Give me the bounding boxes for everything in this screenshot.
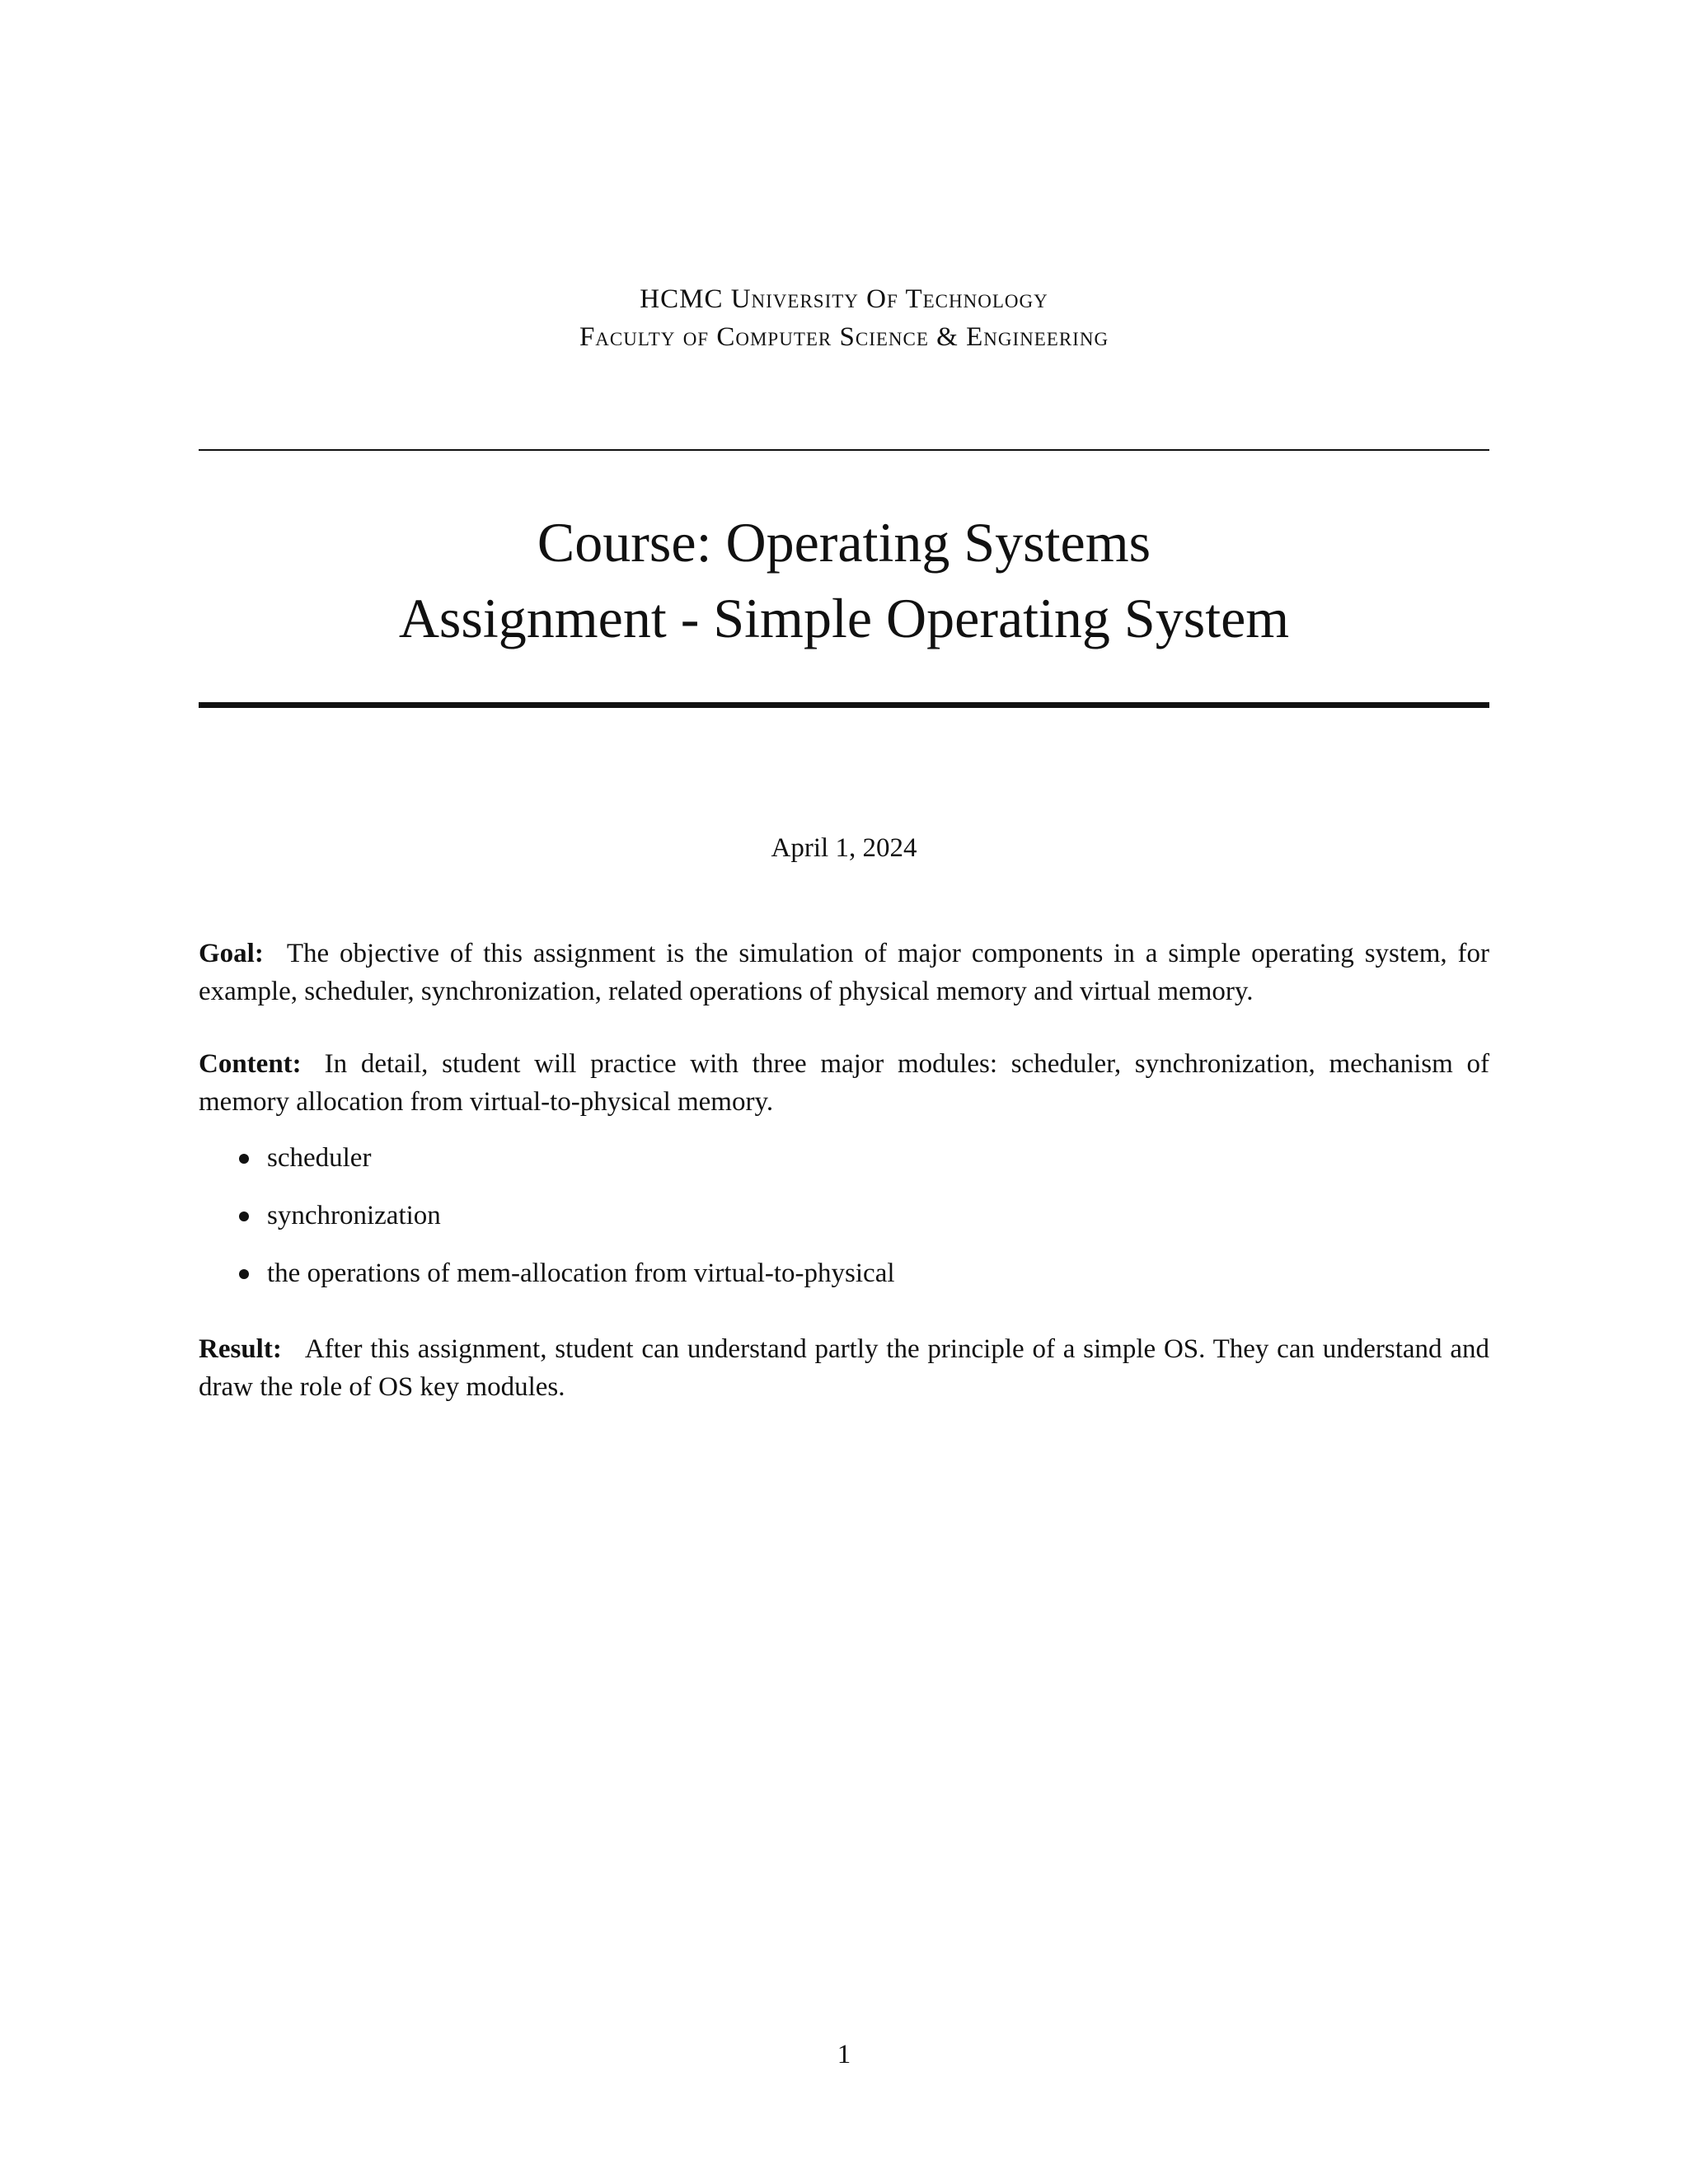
content-label: Content:: [199, 1049, 302, 1079]
list-item: [239, 1197, 895, 1254]
document-date: April 1, 2024: [771, 833, 917, 863]
faculty-name: Faculty of Computer Science & Engineering: [579, 322, 1109, 352]
content-text: In detail, student will practice with three major modules: scheduler, synchronization, mechanism of memory allocation from virtual-to-physical memory.: [199, 1049, 1489, 1117]
list-item: [239, 1139, 895, 1197]
bullet-icon: [239, 1269, 249, 1279]
list-item-text: synchronization: [267, 1201, 441, 1230]
bullet-icon: [239, 1154, 249, 1164]
result-text: After this assignment, student can understand partly the principle of a simple OS. They can understand and draw the role of OS key modules.: [199, 1334, 1489, 1402]
document-header: [0, 280, 1688, 356]
result-label: Result:: [199, 1334, 282, 1364]
list-item-text: the operations of mem-allocation from virtual-to-physical: [267, 1258, 895, 1288]
page-number: 1: [837, 2040, 851, 2069]
assignment-title: Assignment - Simple Operating System: [398, 587, 1290, 649]
goal-text: The objective of this assignment is the simulation of major components in a simple operating system, for example, scheduler, synchronization, related operations of physical memory and virtual memory.: [199, 939, 1489, 1006]
content-paragraph: [199, 1045, 1489, 1121]
result-paragraph: [199, 1330, 1489, 1406]
module-list: [239, 1139, 895, 1312]
list-item: [239, 1254, 895, 1312]
course-title: Course: Operating Systems: [537, 511, 1151, 574]
list-item-text: scheduler: [267, 1143, 372, 1173]
document-title: [0, 504, 1688, 656]
bullet-icon: [239, 1212, 249, 1221]
university-name: HCMC University Of Technology: [640, 284, 1048, 314]
goal-label: Goal:: [199, 939, 264, 968]
title-top-rule: [199, 449, 1489, 451]
goal-paragraph: [199, 935, 1489, 1010]
title-bottom-rule: [199, 702, 1489, 708]
